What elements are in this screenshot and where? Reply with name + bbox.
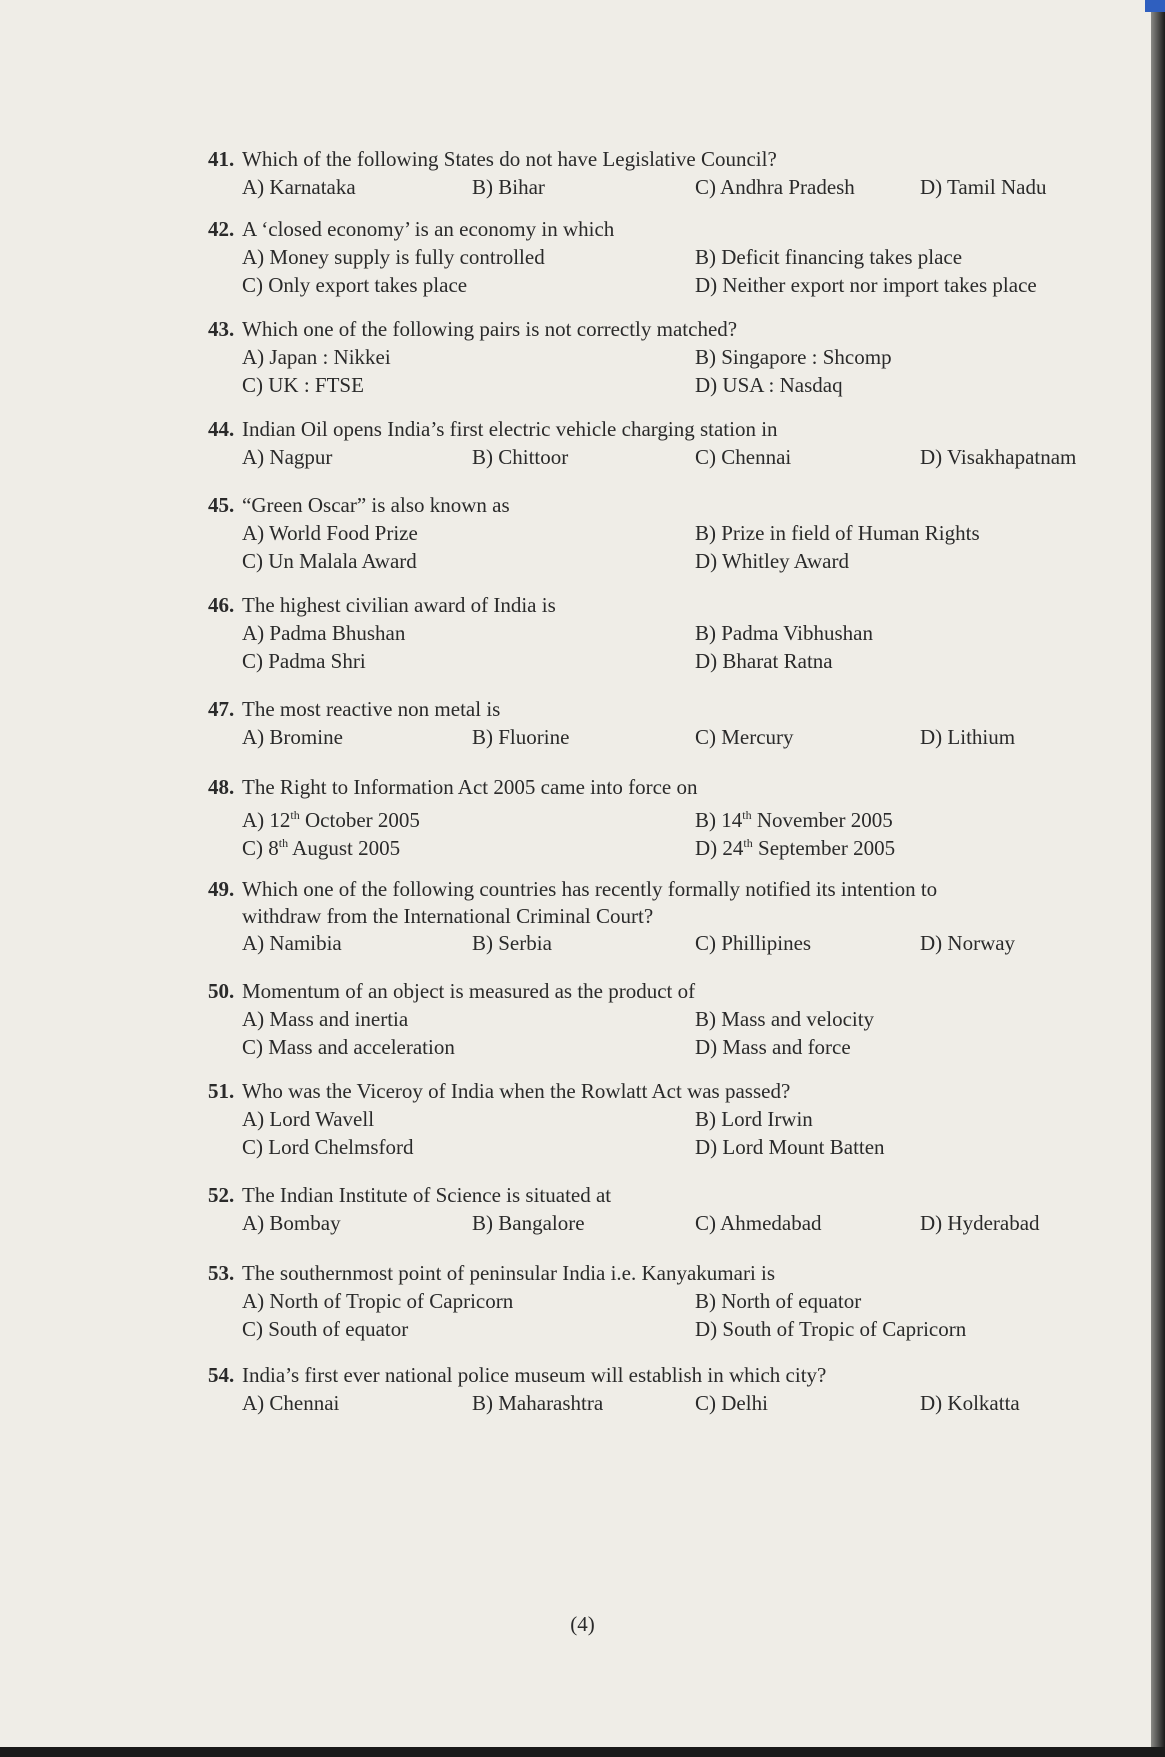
question-text: Who was the Viceroy of India when the Rowlatt Act was passed? <box>242 1079 791 1103</box>
question-text-continued: withdraw from the International Criminal Court? <box>242 904 654 928</box>
option-d: D) Lord Mount Batten <box>695 1135 885 1159</box>
option-d: D) USA : Nasdaq <box>695 373 843 397</box>
option-a: A) Nagpur <box>242 445 333 469</box>
option-b: B) Bihar <box>472 175 545 199</box>
question-stem <box>208 591 556 619</box>
question-50 <box>208 977 875 1061</box>
option-a: A) North of Tropic of Capricorn <box>242 1289 514 1313</box>
answer-options <box>208 243 1037 299</box>
question-stem <box>208 1077 790 1105</box>
answer-options <box>208 1209 1040 1237</box>
page-edge-shadow-right <box>1151 0 1165 1757</box>
option-a: A) Bromine <box>242 725 343 749</box>
option-b: B) North of equator <box>695 1289 862 1313</box>
question-46 <box>208 591 874 675</box>
question-stem <box>208 773 697 801</box>
question-number: 42. <box>208 217 235 241</box>
option-c: C) Mercury <box>695 725 794 749</box>
question-text: India’s first ever national police museum will establish in which city? <box>242 1363 827 1387</box>
question-51 <box>208 1077 885 1161</box>
answer-options <box>208 619 874 675</box>
question-text: The Indian Institute of Science is situated at <box>242 1183 612 1207</box>
question-stem <box>208 415 778 443</box>
answer-options <box>208 173 1047 201</box>
option-d: D) Hyderabad <box>920 1211 1040 1235</box>
question-number: 50. <box>208 979 235 1003</box>
option-d: D) Norway <box>920 931 1016 955</box>
question-stem <box>208 1361 826 1389</box>
question-stem <box>208 1259 775 1287</box>
option-c: C) 8th August 2005 <box>242 836 401 860</box>
question-number: 51. <box>208 1079 235 1103</box>
option-b: B) Fluorine <box>472 725 570 749</box>
question-text: Momentum of an object is measured as the product of <box>242 979 696 1003</box>
option-d: D) Bharat Ratna <box>695 649 833 673</box>
option-d: D) Neither export nor import takes place <box>695 273 1037 297</box>
question-stem <box>208 977 695 1005</box>
option-b: B) Deficit financing takes place <box>695 245 963 269</box>
option-d: D) Kolkatta <box>920 1391 1020 1415</box>
answer-options <box>208 929 1016 957</box>
answer-options <box>208 1287 967 1343</box>
option-b: B) Lord Irwin <box>695 1107 813 1131</box>
option-b: B) Prize in field of Human Rights <box>695 521 980 545</box>
question-48 <box>208 773 896 860</box>
option-b: B) Singapore : Shcomp <box>695 345 892 369</box>
option-b: B) Padma Vibhushan <box>695 621 874 645</box>
option-a: A) 12th October 2005 <box>242 808 420 832</box>
question-stem <box>208 145 777 173</box>
option-c: C) Delhi <box>695 1391 768 1415</box>
corner-mark <box>1145 0 1165 12</box>
answer-options <box>208 343 892 399</box>
question-text: The highest civilian award of India is <box>242 593 556 617</box>
option-c: C) Phillipines <box>695 931 812 955</box>
question-text: Which of the following States do not have Legislative Council? <box>242 147 777 171</box>
question-number: 52. <box>208 1183 235 1207</box>
question-text: “Green Oscar” is also known as <box>242 493 510 517</box>
option-c: C) Un Malala Award <box>242 549 417 573</box>
option-b: B) 14th November 2005 <box>695 808 893 832</box>
option-d: D) Whitley Award <box>695 549 849 573</box>
answer-options <box>208 1389 1020 1417</box>
question-text: The Right to Information Act 2005 came into force on <box>242 775 698 799</box>
option-a: A) Padma Bhushan <box>242 621 406 645</box>
option-a: A) Namibia <box>242 931 342 955</box>
answer-options <box>208 801 896 860</box>
answer-options <box>208 519 980 575</box>
question-number: 45. <box>208 493 235 517</box>
option-a: A) World Food Prize <box>242 521 418 545</box>
question-stem <box>208 491 510 519</box>
option-d: D) Mass and force <box>695 1035 851 1059</box>
option-c: C) Andhra Pradesh <box>695 175 855 199</box>
option-c: C) Only export takes place <box>242 273 468 297</box>
option-b: B) Serbia <box>472 931 552 955</box>
question-text: The southernmost point of peninsular India i.e. Kanyakumari is <box>242 1261 776 1285</box>
question-number: 46. <box>208 593 235 617</box>
option-c: C) Chennai <box>695 445 792 469</box>
question-number: 54. <box>208 1363 235 1387</box>
page-edge-shadow-bottom <box>0 1747 1165 1757</box>
question-43 <box>208 315 892 399</box>
question-45 <box>208 491 980 575</box>
question-text: Which one of the following pairs is not correctly matched? <box>242 317 738 341</box>
question-number: 41. <box>208 147 235 171</box>
question-52 <box>208 1181 1040 1237</box>
option-c: C) South of equator <box>242 1317 409 1341</box>
question-number: 47. <box>208 697 235 721</box>
question-stem <box>208 695 500 723</box>
option-c: C) Padma Shri <box>242 649 366 673</box>
question-text: A ‘closed economy’ is an economy in which <box>242 217 615 241</box>
question-stem <box>208 315 737 343</box>
question-text: The most reactive non metal is <box>242 697 501 721</box>
option-a: A) Chennai <box>242 1391 340 1415</box>
answer-options <box>208 723 1016 751</box>
answer-options <box>208 1105 885 1161</box>
question-number: 53. <box>208 1261 235 1285</box>
question-44 <box>208 415 1077 471</box>
answer-options <box>208 443 1077 471</box>
question-number: 44. <box>208 417 235 441</box>
question-text: Which one of the following countries has recently formally notified its intention to <box>242 877 938 901</box>
option-d: D) South of Tropic of Capricorn <box>695 1317 967 1341</box>
option-c: C) UK : FTSE <box>242 373 364 397</box>
option-a: A) Karnataka <box>242 175 356 199</box>
question-stem <box>208 875 937 903</box>
question-42 <box>208 215 1037 299</box>
question-stem <box>208 1181 611 1209</box>
option-b: B) Chittoor <box>472 445 569 469</box>
question-number: 48. <box>208 775 235 799</box>
question-53 <box>208 1259 967 1343</box>
question-text: Indian Oil opens India’s first electric vehicle charging station in <box>242 417 778 441</box>
option-a: A) Japan : Nikkei <box>242 345 391 369</box>
option-d: D) Visakhapatnam <box>920 445 1077 469</box>
answer-options <box>208 1005 875 1061</box>
option-c: C) Lord Chelmsford <box>242 1135 414 1159</box>
option-b: B) Bangalore <box>472 1211 585 1235</box>
question-number: 43. <box>208 317 235 341</box>
option-b: B) Maharashtra <box>472 1391 604 1415</box>
question-number: 49. <box>208 877 235 901</box>
question-49 <box>208 875 1016 957</box>
option-d: D) Lithium <box>920 725 1016 749</box>
option-c: C) Mass and acceleration <box>242 1035 455 1059</box>
option-a: A) Money supply is fully controlled <box>242 245 545 269</box>
option-d: D) Tamil Nadu <box>920 175 1047 199</box>
option-a: A) Lord Wavell <box>242 1107 375 1131</box>
question-47 <box>208 695 1016 751</box>
question-stem <box>208 215 614 243</box>
option-b: B) Mass and velocity <box>695 1007 875 1031</box>
option-a: A) Mass and inertia <box>242 1007 409 1031</box>
page-number: (4) <box>570 1612 595 1636</box>
option-d: D) 24th September 2005 <box>695 836 896 860</box>
option-a: A) Bombay <box>242 1211 341 1235</box>
question-41 <box>208 145 1047 201</box>
option-c: C) Ahmedabad <box>695 1211 822 1235</box>
question-54 <box>208 1361 1020 1417</box>
